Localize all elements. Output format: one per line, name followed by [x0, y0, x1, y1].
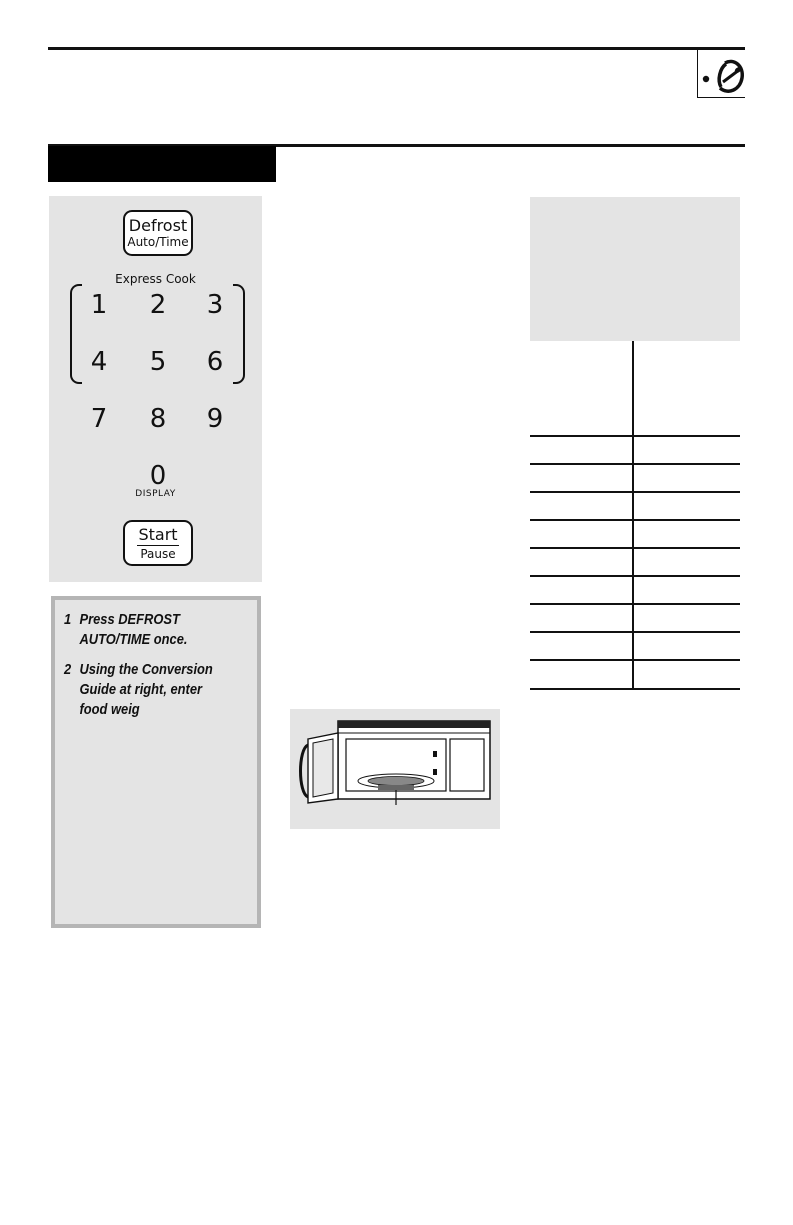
table-row-rule	[530, 659, 740, 661]
table-row-rule	[530, 631, 740, 633]
step-1	[64, 610, 227, 650]
conversion-guide-column-divider	[632, 341, 634, 690]
digit-1-button[interactable]: 1	[90, 290, 108, 320]
step-text: Press DEFROST AUTO/TIME once.	[79, 611, 188, 648]
defrost-auto-time-button[interactable]	[123, 210, 193, 256]
express-cook-label: Express Cook	[115, 272, 196, 286]
digit-2-button[interactable]: 2	[149, 290, 167, 320]
microwave-open-door-illustration	[290, 709, 500, 829]
control-panel-keypad	[49, 196, 262, 582]
digit-5-button[interactable]: 5	[149, 347, 167, 377]
digit-0-button[interactable]: 0	[149, 461, 167, 491]
chef-spoon-icon	[698, 50, 746, 98]
section-corner-icon	[697, 50, 745, 98]
step-number: 2	[64, 661, 72, 678]
microwave-figure-panel	[290, 709, 500, 829]
start-pause-button[interactable]	[123, 520, 193, 566]
instruction-steps-panel	[51, 596, 261, 928]
digit-6-button[interactable]: 6	[206, 347, 224, 377]
digit-9-button[interactable]: 9	[206, 404, 224, 434]
table-row-rule	[530, 688, 740, 690]
conversion-guide-header	[530, 197, 740, 341]
digit-7-button[interactable]: 7	[90, 404, 108, 434]
step-2	[64, 660, 227, 720]
display-label: DISPLAY	[135, 489, 176, 499]
table-row-rule	[530, 519, 740, 521]
step-text: Using the Conversion Guide at right, enter food weig	[79, 661, 213, 718]
table-row-rule	[530, 435, 740, 437]
start-label: Start	[138, 525, 178, 544]
section-title-tab	[48, 146, 276, 182]
table-row-rule	[530, 463, 740, 465]
step-number: 1	[64, 611, 72, 628]
auto-time-label: Auto/Time	[127, 235, 189, 249]
digit-3-button[interactable]: 3	[206, 290, 224, 320]
header-rule	[48, 47, 745, 50]
digit-4-button[interactable]: 4	[90, 347, 108, 377]
conversion-guide-table	[530, 341, 740, 690]
table-row-rule	[530, 547, 740, 549]
table-row-rule	[530, 603, 740, 605]
defrost-label: Defrost	[128, 216, 188, 235]
pause-label: Pause	[140, 547, 176, 561]
digit-8-button[interactable]: 8	[149, 404, 167, 434]
table-row-rule	[530, 491, 740, 493]
table-row-rule	[530, 575, 740, 577]
start-pause-divider	[137, 545, 179, 546]
